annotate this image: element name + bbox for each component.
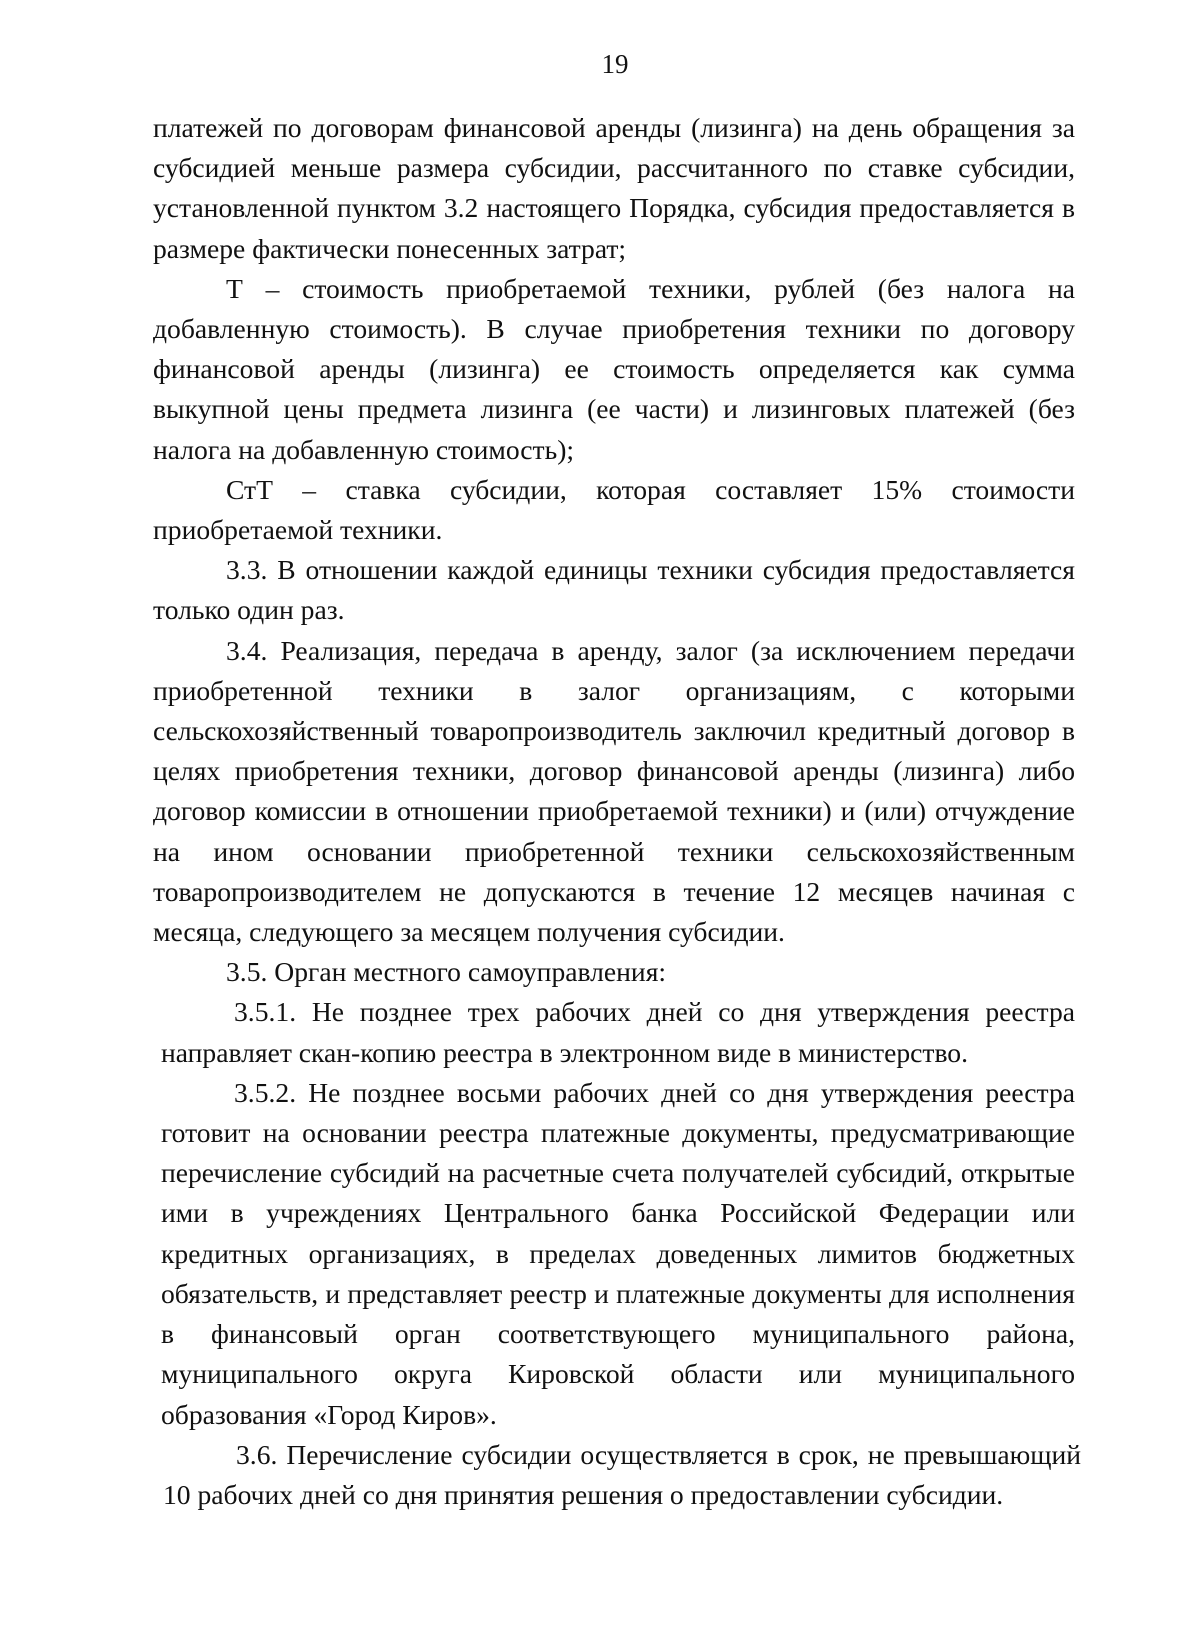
paragraph-3-4: 3.4. Реализация, передача в аренду, залог (за исключением передачи приобретенной техники в залог организациям, с которыми сельскохозяйственный товаропроизводитель заключил кредитный договор в целях приобретения техники, договор финансовой аренды (лизинга) либо договор комиссии в отношении приобретаемой техники) и (или) отчуждение на ином основании приобретенной техники сельскохозяйственным товаропроизводителем не допускаются в течение 12 месяцев начиная с месяца, следующего за месяцем получения субсидии.: [153, 634, 1075, 948]
paragraph-3-6: 3.6. Перечисление субсидии осуществляется в срок, не превышающий 10 рабочих дней со дня принятия решения о предоставлении субсидии.: [163, 1438, 1081, 1510]
paragraph-definition-stt: СтТ – ставка субсидии, которая составляет 15% стоимости приобретаемой техники.: [153, 473, 1075, 546]
paragraph-3-5-1: 3.5.1. Не позднее трех рабочих дней со дня утверждения реестра направляет скан-копию реестра в электронном виде в министерство.: [161, 996, 1075, 1068]
paragraph-definition-t: Т – стоимость приобретаемой техники, рублей (без налога на добавленную стоимость). В случае приобретения техники по договору финансовой аренды (лизинга) ее стоимость определяется как сумма выкупной цены предмета лизинга (ее части) и лизинговых платежей (без налога на добавленную стоимость);: [153, 272, 1075, 465]
paragraph-3-3: 3.3. В отношении каждой единицы техники субсидия предоставляется только один раз.: [153, 554, 1075, 626]
document-body: [153, 108, 1081, 1515]
paragraph-3-5: 3.5. Орган местного самоуправления:: [226, 956, 667, 988]
page-number: 19: [601, 49, 629, 79]
paragraph-3-5-2: 3.5.2. Не позднее восьми рабочих дней со дня утверждения реестра готовит на основании реестра платежные документы, предусматривающие перечисление субсидий на расчетные счета получателей субсидий, открытые ими в учреждениях Центрального банка Российской Федерации или кредитных организациях, в пределах доведенных лимитов бюджетных обязательств, и представляет реестр и платежные документы для исполнения в финансовый орган соответствующего муниципального района, муниципального округа Кировской области или муниципального образования «Город Киров».: [161, 1076, 1075, 1430]
paragraph-continuation: платежей по договорам финансовой аренды (лизинга) на день обращения за субсидией меньше размера субсидии, рассчитанного по ставке субсидии, установленной пунктом 3.2 настоящего Порядка, субсидия предоставляется в размере фактически понесенных затрат;: [153, 112, 1075, 264]
